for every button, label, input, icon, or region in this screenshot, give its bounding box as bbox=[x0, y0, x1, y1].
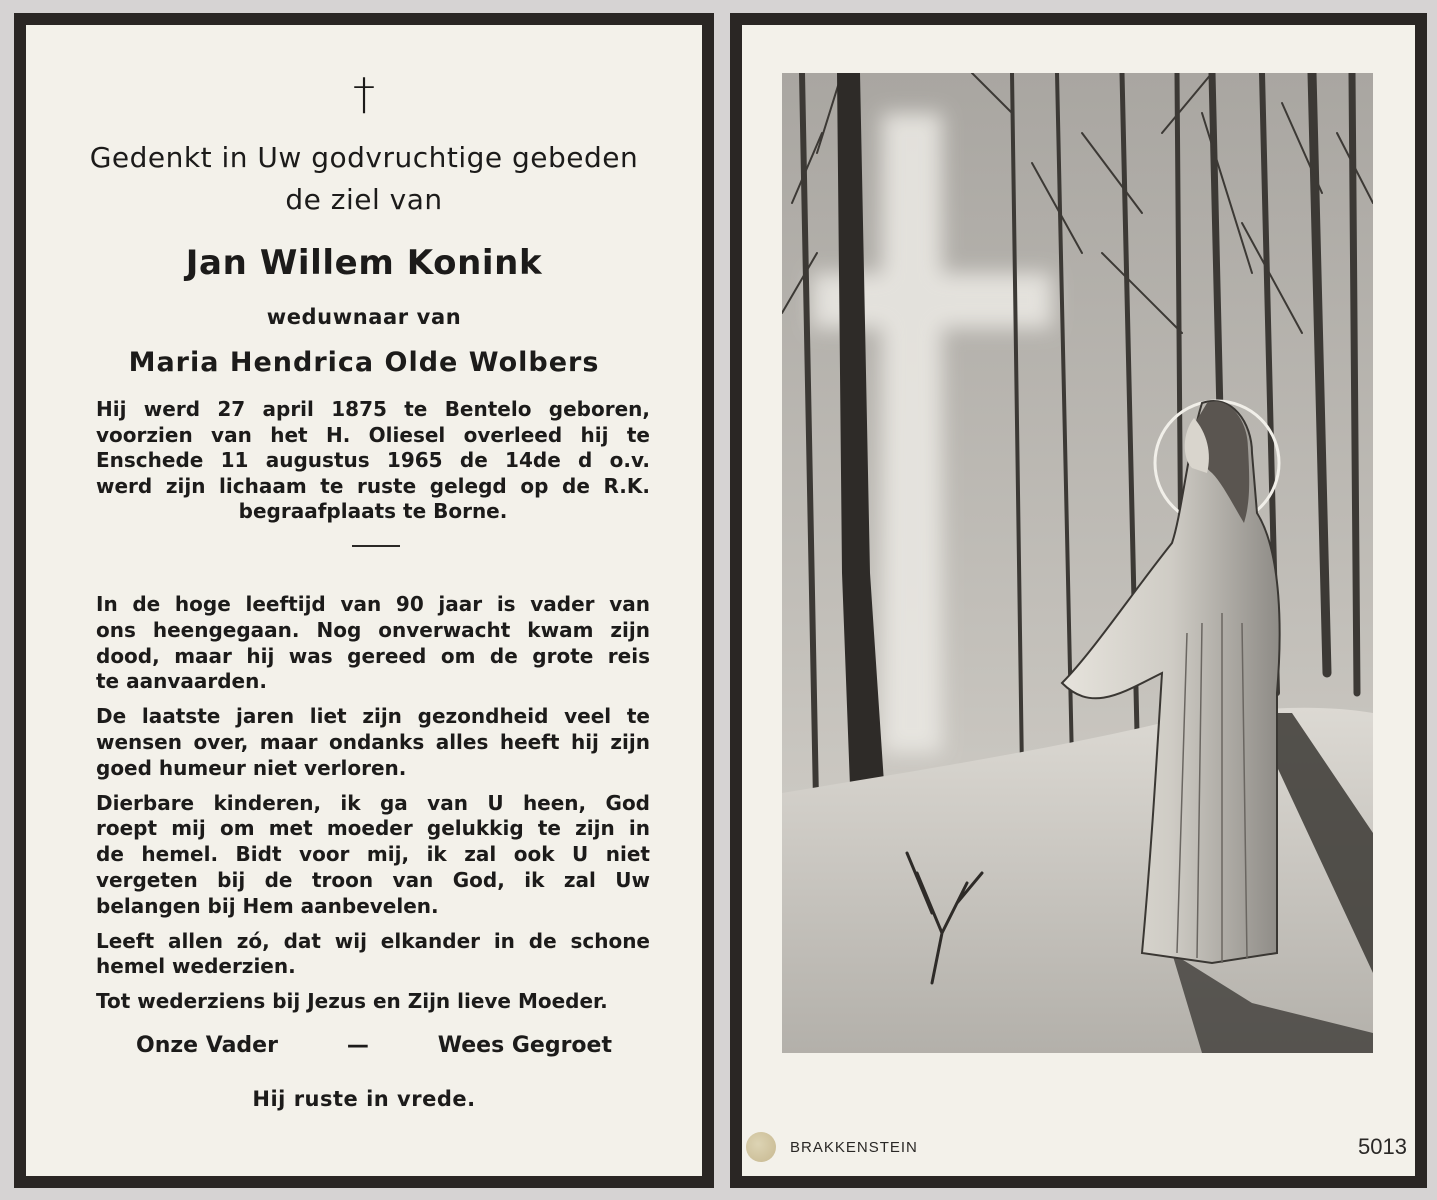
publisher-logo-icon bbox=[746, 1132, 776, 1162]
text-line: hemel wederzien. bbox=[96, 954, 296, 979]
text-line: In de hoge leeftijd van 90 jaar is vader van bbox=[96, 592, 650, 616]
card-paper bbox=[742, 25, 1415, 1176]
prayer-our-father: Onze Vader bbox=[136, 1033, 278, 1058]
text-line: belangen bij Hem aanbevelen. bbox=[96, 893, 439, 918]
text-line: de hemel. Bidt voor mij, ik zal ook U niet bbox=[96, 842, 650, 867]
text-line: te aanvaarden. bbox=[96, 669, 267, 694]
intro-text bbox=[66, 137, 662, 221]
publisher-name: BRAKKENSTEIN bbox=[790, 1138, 918, 1156]
cross-icon: † bbox=[353, 69, 375, 120]
text-line: vergeten bij de troon van God, ik zal Uw bbox=[96, 867, 650, 892]
paragraph bbox=[96, 989, 650, 1015]
relation-text: weduwnaar van bbox=[266, 305, 462, 329]
intro-line-2: de ziel van bbox=[285, 183, 443, 216]
bio-line: Hij werd 27 april 1875 te Bentelo geboren, bbox=[96, 397, 650, 421]
intro-line-1: Gedenkt in Uw godvruchtige gebeden bbox=[89, 141, 639, 174]
deceased-name: Jan Willem Konink bbox=[185, 243, 543, 283]
paragraph bbox=[96, 791, 650, 920]
bio-line: Enschede 11 augustus 1965 de 14de d o.v. bbox=[96, 448, 650, 472]
divider bbox=[352, 545, 400, 547]
closing-text: Hij ruste in vrede. bbox=[252, 1087, 476, 1111]
card-paper bbox=[26, 25, 702, 1176]
text-line: Tot wederziens bij Jezus en Zijn lieve Moeder. bbox=[96, 989, 608, 1014]
prayer-hail-mary: Wees Gegroet bbox=[437, 1033, 612, 1058]
prayer-card-image-side bbox=[730, 13, 1427, 1188]
text-line: roept mij om met moeder gelukkig te zijn in bbox=[96, 816, 650, 841]
prayer-card-text-side bbox=[14, 13, 714, 1188]
text-line: De laatste jaren liet zijn gezondheid veel te bbox=[96, 704, 650, 729]
card-number: 5013 bbox=[1358, 1134, 1407, 1159]
text-line: goed humeur niet verloren. bbox=[96, 755, 407, 780]
publisher-mark bbox=[746, 1132, 918, 1162]
spouse-name: Maria Hendrica Olde Wolbers bbox=[128, 347, 600, 378]
bio-line: begraafplaats te Borne. bbox=[238, 499, 508, 523]
biography bbox=[96, 397, 650, 525]
text-line: wensen over, maar ondanks alles heeft hij zijn bbox=[96, 729, 650, 754]
bio-line: werd zijn lichaam te ruste gelegd op de R.K. bbox=[96, 473, 650, 498]
jesus-in-winter-forest-illustration bbox=[782, 73, 1373, 1053]
paragraph bbox=[96, 929, 650, 981]
text-line: ons heengegaan. Nog onverwacht kwam zijn bbox=[96, 617, 650, 642]
bio-line: voorzien van het H. Oliesel overleed hij te bbox=[96, 422, 650, 447]
text-line: Leeft allen zó, dat wij elkander in de schone bbox=[96, 928, 650, 953]
paragraph bbox=[96, 704, 650, 781]
prayer-separator: — bbox=[346, 1033, 369, 1058]
text-line: Dierbare kinderen, ik ga van U heen, God bbox=[96, 790, 650, 815]
prayers-line bbox=[136, 1033, 612, 1058]
memorial-text bbox=[96, 592, 650, 1024]
text-line: dood, maar hij was gereed om de grote reis bbox=[96, 643, 650, 668]
paragraph bbox=[96, 592, 650, 695]
